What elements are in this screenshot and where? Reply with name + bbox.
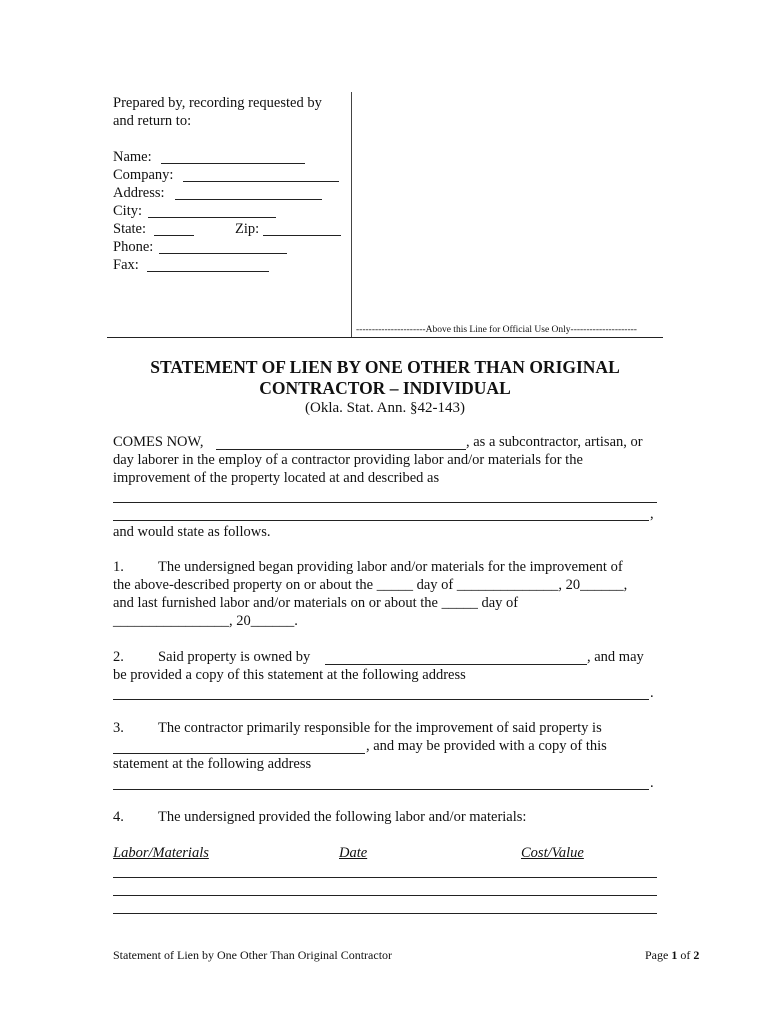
section1-line4: ________________, 20______.: [113, 613, 298, 629]
property-description-blank-1[interactable]: [113, 502, 657, 503]
name-label: Name:: [113, 149, 152, 165]
phone-label: Phone:: [113, 239, 154, 255]
section4-line1: The undersigned provided the following labor and/or materials:: [158, 809, 527, 825]
page-total: 2: [693, 948, 700, 962]
official-use-separator: [107, 337, 663, 338]
section3-period: .: [650, 775, 654, 791]
section1-line2: the above-described property on or about the _____ day of ______________, 20______,: [113, 577, 628, 593]
owner-address-blank[interactable]: [113, 699, 649, 700]
section2-period: .: [650, 685, 654, 701]
page-current: 1: [671, 948, 678, 962]
comes-now-label: COMES NOW,: [113, 434, 204, 450]
phone-blank[interactable]: [159, 253, 287, 254]
section2-line2: be provided a copy of this statement at the following address: [113, 667, 466, 683]
zip-blank[interactable]: [263, 235, 341, 236]
section3-number: 3.: [113, 720, 124, 736]
prepared-by-line1: Prepared by, recording requested by: [113, 95, 322, 111]
company-label: Company:: [113, 167, 174, 183]
state-blank[interactable]: [154, 235, 194, 236]
column-cost-value: Cost/Value: [521, 845, 584, 861]
section2-line1a: Said property is owned by: [158, 649, 311, 665]
footer-title: Statement of Lien by One Other Than Original Contractor: [113, 948, 393, 962]
intro-line2: day laborer in the employ of a contractor providing labor and/or materials for the: [113, 452, 583, 468]
section2-line1b: , and may: [587, 649, 644, 665]
fax-blank[interactable]: [147, 271, 269, 272]
section1-number: 1.: [113, 559, 124, 575]
intro-line3: improvement of the property located at and described as: [113, 470, 440, 486]
claimant-name-blank[interactable]: [216, 449, 466, 450]
column-labor-materials: Labor/Materials: [113, 845, 209, 861]
contractor-name-blank[interactable]: [113, 753, 365, 754]
section2-number: 2.: [113, 649, 124, 665]
section1-line1: The undersigned began providing labor and/or materials for the improvement of: [158, 559, 623, 575]
comes-now-tail: , as a subcontractor, artisan, or: [466, 434, 643, 450]
name-blank[interactable]: [161, 163, 305, 164]
statute-citation: (Okla. Stat. Ann. §42-143): [305, 400, 465, 416]
column-date: Date: [339, 845, 368, 861]
zip-label: Zip:: [235, 221, 260, 237]
document-title-line1: STATEMENT OF LIEN BY ONE OTHER THAN ORIGINAL: [150, 357, 620, 377]
document-title-line2: CONTRACTOR – INDIVIDUAL: [259, 378, 511, 398]
header-divider: [351, 92, 352, 337]
section3-line2-tail: , and may be provided with a copy of this: [366, 738, 607, 754]
address-blank[interactable]: [175, 199, 322, 200]
page-number: [645, 948, 699, 963]
city-blank[interactable]: [148, 217, 276, 218]
section3-line1: The contractor primarily responsible for the improvement of said property is: [158, 720, 602, 736]
property-description-blank-2[interactable]: [113, 520, 649, 521]
official-use-label: ----------------------Above this Line for Official Use Only---------------------: [356, 325, 637, 335]
section3-line3: statement at the following address: [113, 756, 312, 772]
city-label: City:: [113, 203, 143, 219]
labor-row-blank-2[interactable]: [113, 895, 657, 896]
property-description-comma: ,: [650, 506, 654, 522]
contractor-address-blank[interactable]: [113, 789, 649, 790]
address-label: Address:: [113, 185, 165, 201]
fax-label: Fax:: [113, 257, 139, 273]
state-follows: and would state as follows.: [113, 524, 271, 540]
prepared-by-line2: and return to:: [113, 113, 192, 129]
state-label: State:: [113, 221, 147, 237]
labor-row-blank-3[interactable]: [113, 913, 657, 914]
section1-line3: and last furnished labor and/or materials on or about the _____ day of: [113, 595, 519, 611]
labor-row-blank-1[interactable]: [113, 877, 657, 878]
page-of: of: [677, 948, 694, 962]
owner-name-blank[interactable]: [325, 664, 587, 665]
company-blank[interactable]: [183, 181, 339, 182]
page-prefix: Page: [645, 948, 672, 962]
section4-number: 4.: [113, 809, 124, 825]
